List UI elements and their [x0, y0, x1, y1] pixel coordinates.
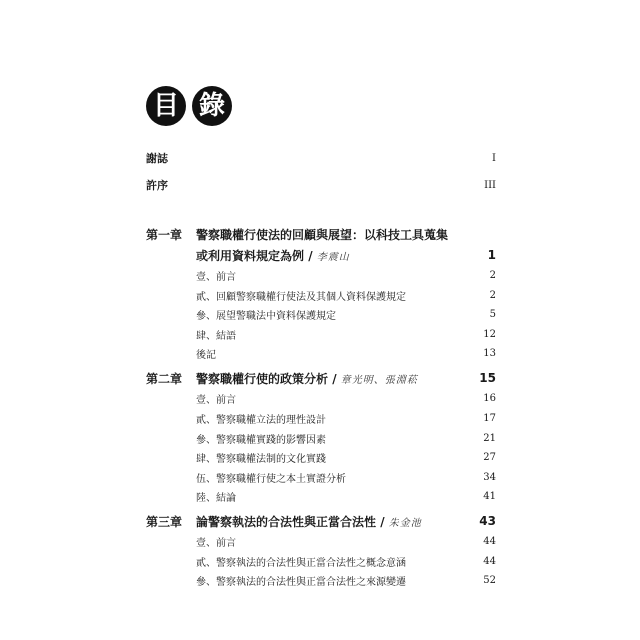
- toc-section-label: 肆、結語: [196, 330, 236, 342]
- toc-page-number: 12: [483, 328, 496, 340]
- toc-section[interactable]: [196, 467, 496, 487]
- toc-page-number: 2: [489, 269, 496, 281]
- toc-section[interactable]: [196, 551, 496, 571]
- toc-section[interactable]: [196, 285, 496, 305]
- chapter-number: 第一章: [146, 227, 183, 242]
- toc-page-number: 43: [479, 514, 496, 528]
- toc-page-number: 41: [483, 490, 496, 502]
- toc-page-number: 44: [483, 535, 496, 547]
- toc-section-label: 伍、警察職權行使之本土實證分析: [196, 473, 346, 485]
- toc-section[interactable]: [196, 570, 496, 590]
- chapter-title: 論警察執法的合法性與正當合法性: [196, 514, 377, 529]
- toc-section[interactable]: [196, 304, 496, 324]
- toc-page-number: 1: [487, 248, 496, 262]
- toc-section[interactable]: [196, 428, 496, 448]
- toc-section[interactable]: [196, 324, 496, 344]
- toc-page-number: 17: [483, 412, 496, 424]
- toc-chapter-1-continued[interactable]: [196, 245, 496, 265]
- author-separator: /: [328, 371, 341, 386]
- toc-section-label: 陸、結論: [196, 492, 236, 504]
- toc-section-label: 壹、前言: [196, 271, 236, 283]
- toc-entry-label: 謝誌: [146, 152, 168, 165]
- toc-section-label: 貳、回顧警察職權行使法及其個人資料保護規定: [196, 291, 406, 303]
- title-char-2: 錄: [192, 86, 232, 126]
- author-separator: /: [376, 514, 389, 529]
- chapter-title: 警察職權行使的政策分析: [196, 371, 329, 386]
- toc-page-number: 2: [489, 289, 496, 301]
- chapter-author: 李震山: [316, 251, 350, 263]
- toc-section-label: 後記: [196, 349, 216, 361]
- toc-page-number: 52: [483, 574, 496, 586]
- chapter-author: 章光明、張淵菘: [340, 374, 418, 386]
- toc-section[interactable]: [196, 531, 496, 551]
- chapter-number: 第三章: [146, 514, 183, 529]
- page-title: [146, 86, 232, 126]
- chapter-title: 警察職權行使法的回顧與展望：以科技工具蒐集: [196, 227, 449, 242]
- toc-page-number: 27: [483, 451, 496, 463]
- toc-page-number: 44: [483, 555, 496, 567]
- toc-section[interactable]: [196, 343, 496, 363]
- toc-page-number: 13: [483, 347, 496, 359]
- toc-section[interactable]: [196, 486, 496, 506]
- toc-section-label: 參、警察執法的合法性與正當合法性之來源變遷: [196, 576, 406, 588]
- toc-section-label: 參、展望警職法中資料保護規定: [196, 310, 336, 322]
- chapter-number: 第二章: [146, 371, 183, 386]
- toc-page-number: 5: [489, 308, 496, 320]
- toc-page-number: 16: [483, 392, 496, 404]
- toc-section[interactable]: [196, 388, 496, 408]
- toc-page-number: 15: [479, 371, 496, 385]
- toc-entry-label: 許序: [146, 179, 168, 192]
- toc-chapter-2[interactable]: [146, 368, 496, 388]
- toc-page-number: 21: [483, 432, 496, 444]
- chapter-author: 朱金池: [388, 517, 422, 529]
- toc-section-label: 壹、前言: [196, 394, 236, 406]
- toc-chapter-1[interactable]: [146, 224, 496, 244]
- toc-section-label: 肆、警察職權法制的文化實踐: [196, 453, 326, 465]
- toc-entry-acknowledgements[interactable]: [146, 148, 496, 168]
- toc-section[interactable]: [196, 408, 496, 428]
- toc-section-label: 貳、警察職權立法的理性設計: [196, 414, 326, 426]
- toc-page-number: III: [484, 179, 496, 191]
- author-separator: /: [304, 248, 317, 263]
- toc-entry-preface[interactable]: [146, 175, 496, 195]
- toc-section[interactable]: [196, 447, 496, 467]
- toc-section-label: 貳、警察執法的合法性與正當合法性之概念意涵: [196, 557, 406, 569]
- toc-section[interactable]: [196, 265, 496, 285]
- toc-page-number: I: [492, 152, 496, 164]
- title-char-1: 目: [146, 86, 186, 126]
- toc-page-number: 34: [483, 471, 496, 483]
- toc-section-label: 參、警察職權實踐的影響因素: [196, 434, 326, 446]
- toc-section-label: 壹、前言: [196, 537, 236, 549]
- chapter-title-continued: 或利用資料規定為例: [196, 248, 305, 263]
- toc-chapter-3[interactable]: [146, 511, 496, 531]
